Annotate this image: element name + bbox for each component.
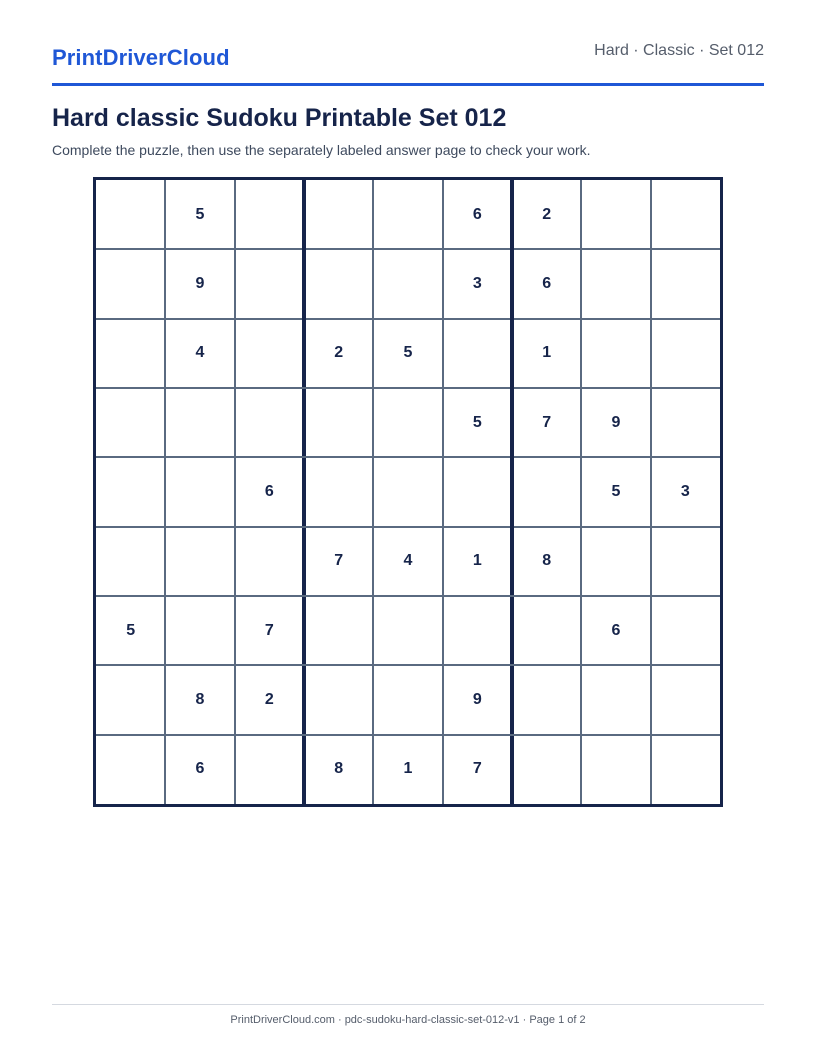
sudoku-given-cell: 7 [264,621,274,639]
page-subtitle: Complete the puzzle, then use the separately labeled answer page to check your work. [52,142,591,158]
sudoku-empty-cell [235,388,304,457]
sudoku-empty-cell [304,665,373,734]
sudoku-empty-cell [165,388,234,457]
sudoku-given-cell: 6 [611,621,621,639]
sudoku-given-cell: 7 [542,413,552,431]
sudoku-empty-cell [443,457,512,526]
page-header [52,40,764,86]
sudoku-empty-cell [581,319,650,388]
sudoku-given-cell: 4 [195,344,205,362]
sudoku-empty-cell [165,457,234,526]
sudoku-empty-cell [512,457,581,526]
sudoku-empty-cell [581,527,650,596]
sudoku-given-cell: 7 [472,760,482,778]
sudoku-empty-cell [96,180,165,249]
sudoku-empty-cell [651,596,720,665]
sudoku-empty-cell [96,319,165,388]
sudoku-empty-cell [651,735,720,804]
sudoku-given-cell: 6 [195,760,205,778]
sudoku-empty-cell [235,735,304,804]
sudoku-given-cell: 8 [542,552,552,570]
sudoku-empty-cell [304,596,373,665]
sudoku-given-cell: 2 [264,690,274,708]
brand-logo: PrintDriverCloud [52,45,230,70]
sudoku-empty-cell [651,388,720,457]
sudoku-empty-cell [512,665,581,734]
sudoku-empty-cell [96,527,165,596]
sudoku-empty-cell [165,596,234,665]
sudoku-empty-cell [96,249,165,318]
sudoku-empty-cell [581,665,650,734]
sudoku-given-cell: 3 [472,274,482,292]
sudoku-given-cell: 9 [195,274,205,292]
sudoku-empty-cell [373,249,442,318]
sudoku-given-cell: 2 [542,205,552,223]
sudoku-given-cell: 7 [334,552,344,570]
sudoku-empty-cell [304,249,373,318]
puzzle-meta: Hard · Classic · Set 012 [594,42,764,59]
sudoku-empty-cell [651,665,720,734]
page-footer: PrintDriverCloud.com · pdc-sudoku-hard-classic-set-012-v1 · Page 1 of 2 [230,1014,586,1026]
sudoku-empty-cell [165,527,234,596]
sudoku-empty-cell [304,457,373,526]
sudoku-empty-cell [235,319,304,388]
sudoku-given-cell: 1 [403,760,413,778]
sudoku-given-cell: 1 [542,344,552,362]
sudoku-given-cell: 9 [472,690,482,708]
sudoku-given-cell: 5 [472,413,482,431]
sudoku-grid [93,177,723,807]
sudoku-empty-cell [651,180,720,249]
sudoku-empty-cell [651,249,720,318]
sudoku-empty-cell [373,180,442,249]
sudoku-given-cell: 2 [334,344,344,362]
sudoku-given-cell: 5 [403,344,413,362]
page-title: Hard classic Sudoku Printable Set 012 [52,104,507,132]
sudoku-empty-cell [96,457,165,526]
sudoku-empty-cell [373,388,442,457]
sudoku-empty-cell [373,665,442,734]
sudoku-given-cell: 4 [403,552,413,570]
sudoku-empty-cell [651,527,720,596]
sudoku-empty-cell [651,319,720,388]
sudoku-empty-cell [581,735,650,804]
sudoku-given-cell: 6 [472,205,482,223]
sudoku-empty-cell [512,596,581,665]
sudoku-given-cell: 6 [542,274,552,292]
sudoku-empty-cell [96,388,165,457]
sudoku-given-cell: 8 [334,760,344,778]
sudoku-empty-cell [581,249,650,318]
sudoku-given-cell: 8 [195,690,205,708]
sudoku-empty-cell [304,180,373,249]
sudoku-empty-cell [304,388,373,457]
sudoku-empty-cell [581,180,650,249]
sudoku-empty-cell [96,665,165,734]
sudoku-given-cell: 1 [472,552,482,570]
sudoku-empty-cell [443,596,512,665]
sudoku-empty-cell [373,457,442,526]
sudoku-given-cell: 9 [611,413,621,431]
sudoku-empty-cell [373,596,442,665]
sudoku-given-cell: 3 [680,482,690,500]
sudoku-given-cell: 6 [264,482,274,500]
sudoku-empty-cell [235,180,304,249]
sudoku-given-cell: 5 [195,205,205,223]
sudoku-empty-cell [512,735,581,804]
sudoku-empty-cell [443,319,512,388]
footer-divider [52,1004,764,1005]
sudoku-empty-cell [96,735,165,804]
sudoku-empty-cell [235,527,304,596]
sudoku-given-cell: 5 [126,621,136,639]
sudoku-given-cell: 5 [611,482,621,500]
sudoku-empty-cell [235,249,304,318]
